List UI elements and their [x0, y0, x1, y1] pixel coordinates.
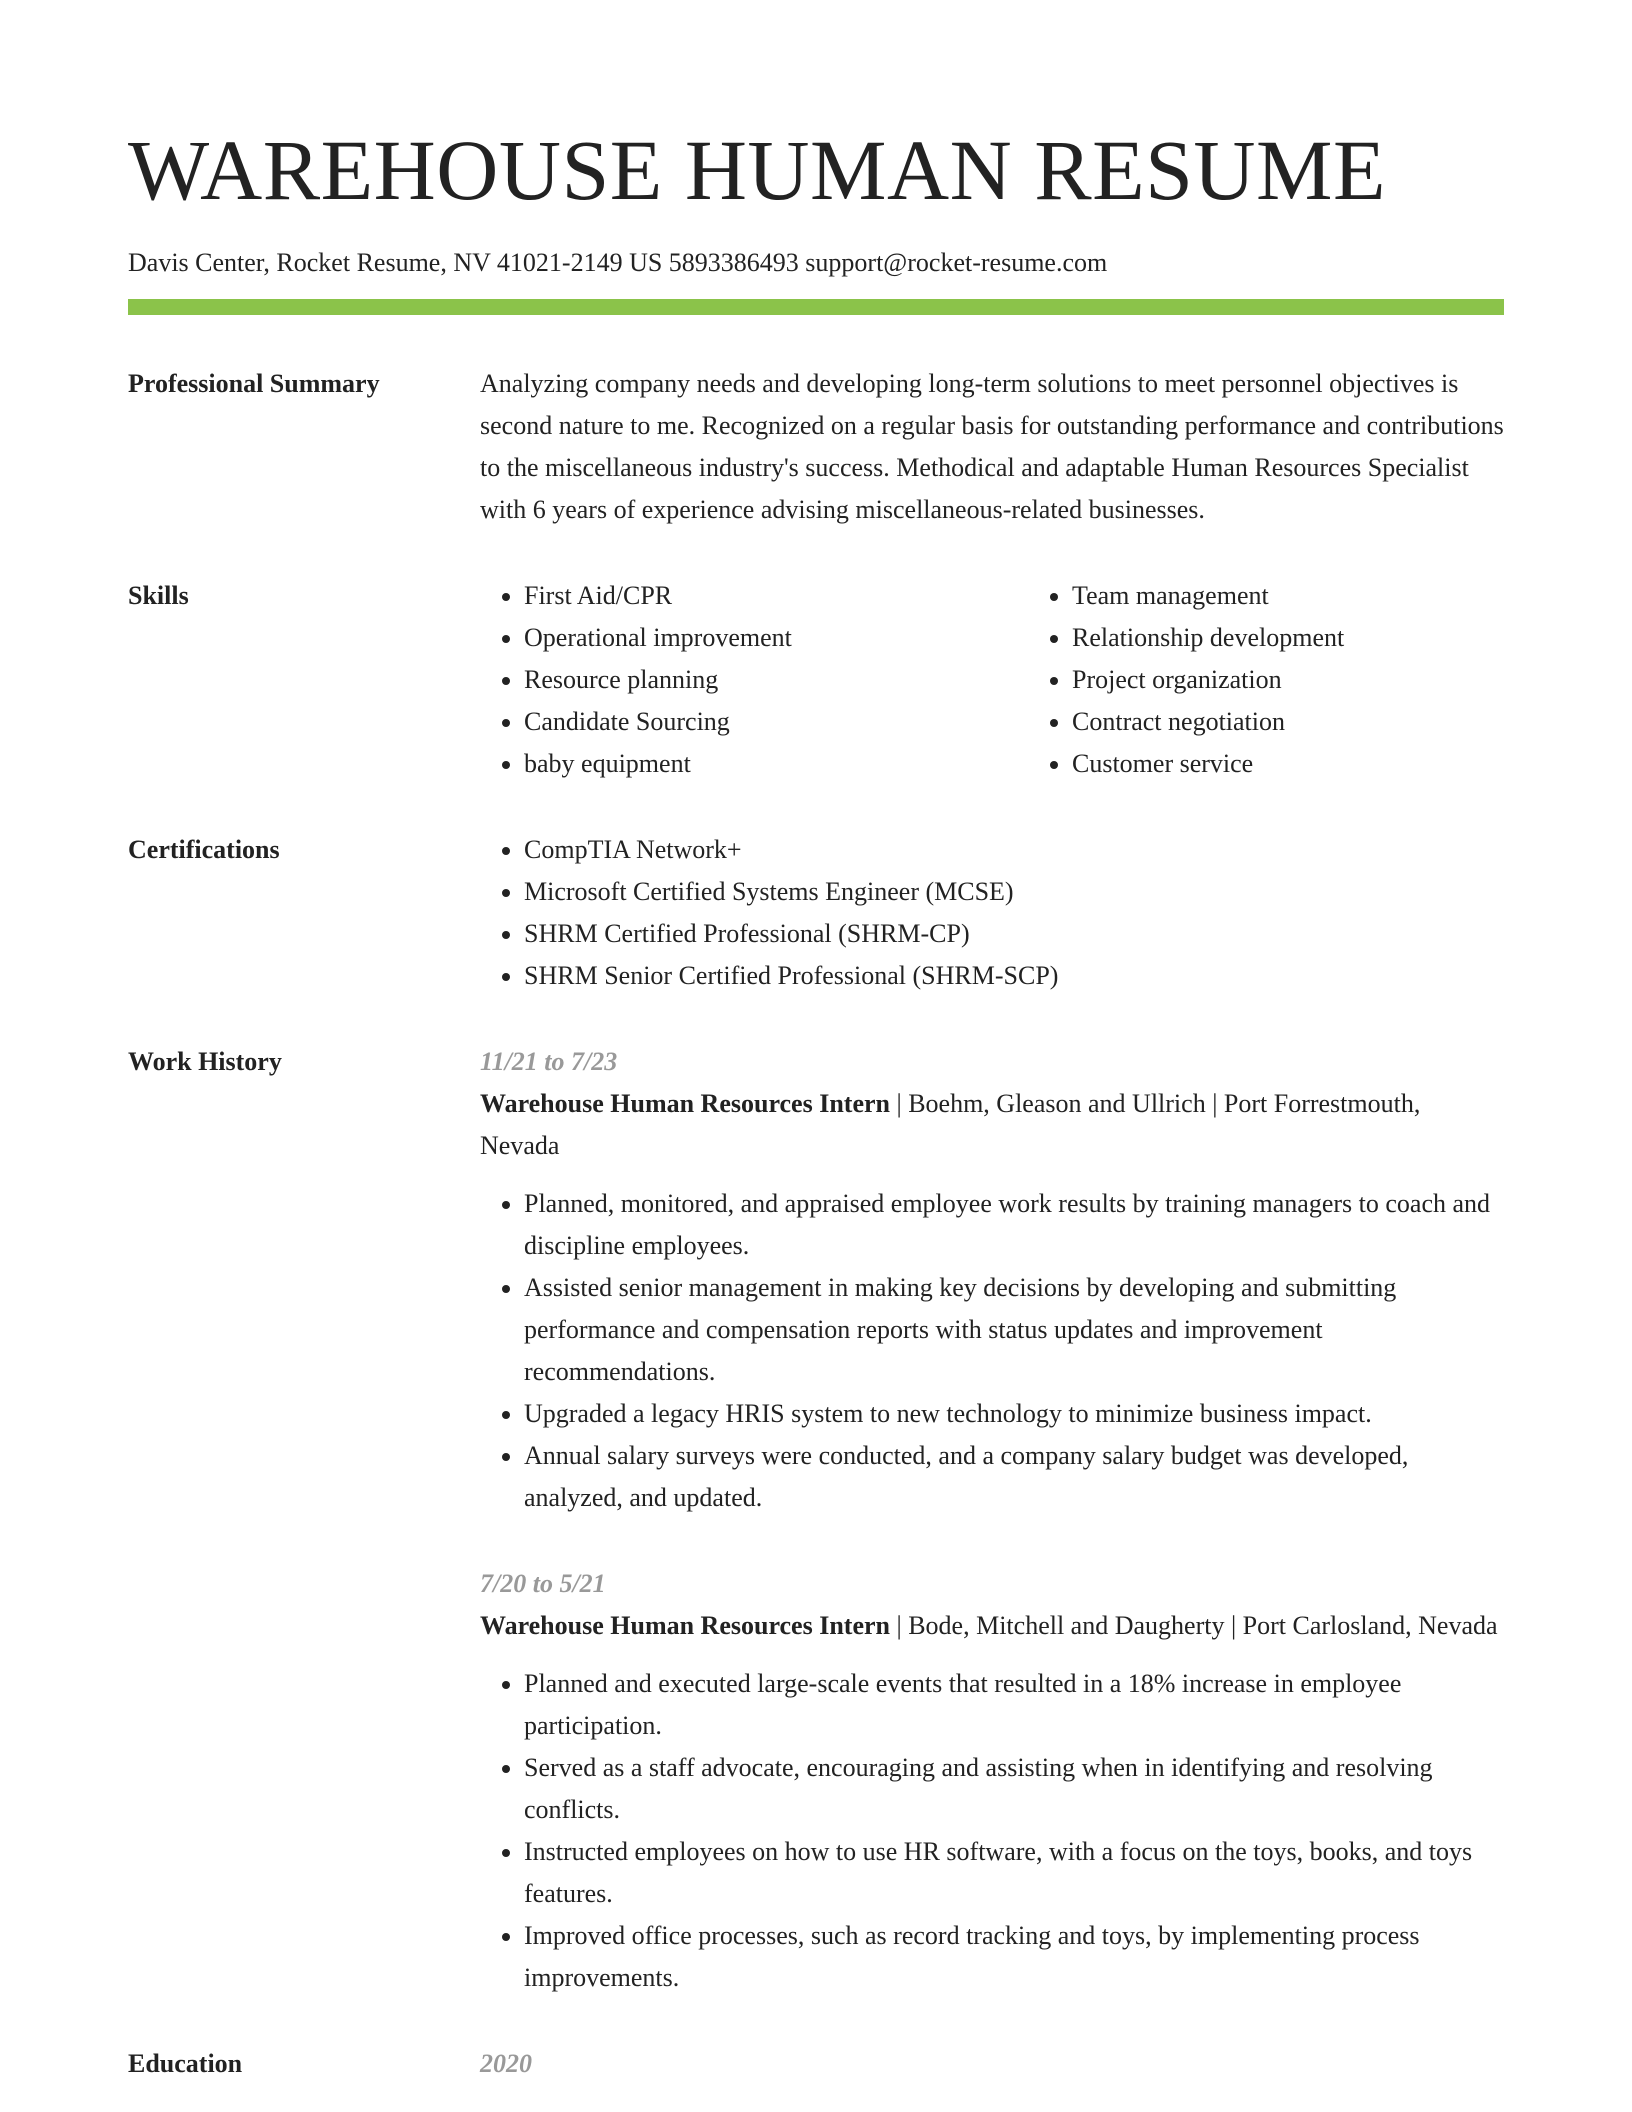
- job-entry: [480, 1041, 1504, 1519]
- job-dates: 11/21 to 7/23: [480, 1047, 618, 1076]
- skill-item: • Project organization: [1072, 659, 1576, 701]
- job-title: Warehouse Human Resources Intern: [480, 1611, 890, 1640]
- contact-line: Davis Center, Rocket Resume, NV 41021-2149 US 5893386493 support@rocket-resume.com: [128, 248, 1108, 277]
- skill-item: • Contract negotiation: [1072, 701, 1576, 743]
- job-employer-location: | Boehm, Gleason and Ullrich | Port Forrestmouth, Nevada: [480, 1089, 1421, 1160]
- job-bullet: • Improved office processes, such as record tracking and toys, by implementing process improvements.: [524, 1915, 1504, 1999]
- skill-item: • Candidate Sourcing: [524, 701, 1028, 743]
- certification-item: • CompTIA Network+: [524, 829, 1504, 871]
- section-label: Skills: [128, 581, 189, 610]
- skills-list-left: [480, 575, 1028, 785]
- certification-item: • Microsoft Certified Systems Engineer (MCSE): [524, 871, 1504, 913]
- job-bullet: • Annual salary surveys were conducted, and a company salary budget was developed, analyzed, and updated.: [524, 1435, 1504, 1519]
- education-dates: 2020: [480, 2049, 532, 2078]
- skill-item: • Relationship development: [1072, 617, 1576, 659]
- job-bullet: • Instructed employees on how to use HR software, with a focus on the toys, books, and toys features.: [524, 1831, 1504, 1915]
- section-label: Work History: [128, 1047, 282, 1076]
- job-employer-location: | Bode, Mitchell and Daugherty | Port Carlosland, Nevada: [890, 1611, 1498, 1640]
- job-heading: [480, 1083, 1504, 1167]
- certifications-list: [480, 829, 1504, 997]
- certification-item: • SHRM Certified Professional (SHRM-CP): [524, 913, 1504, 955]
- work-history-section: [128, 1041, 1504, 1999]
- education-section: [128, 2043, 1504, 2085]
- job-bullets: [480, 1663, 1504, 1999]
- job-bullet: • Served as a staff advocate, encouraging and assisting when in identifying and resolving conflicts.: [524, 1747, 1504, 1831]
- section-label: Certifications: [128, 835, 280, 864]
- job-title: Warehouse Human Resources Intern: [480, 1089, 890, 1118]
- resume-title: WAREHOUSE HUMAN RESUME: [128, 122, 1387, 218]
- job-heading: [480, 1605, 1504, 1647]
- job-bullet: • Upgraded a legacy HRIS system to new technology to minimize business impact.: [524, 1393, 1504, 1435]
- skill-item: • Team management: [1072, 575, 1576, 617]
- skills-section: [128, 575, 1504, 785]
- section-label: Professional Summary: [128, 369, 380, 398]
- skill-item: • Operational improvement: [524, 617, 1028, 659]
- certifications-section: [128, 829, 1504, 997]
- section-content: [480, 363, 1504, 531]
- section-content: [480, 1041, 1504, 1999]
- skills-list-right: [1028, 575, 1576, 785]
- job-bullet: • Planned and executed large-scale events that resulted in a 18% increase in employee participation.: [524, 1663, 1504, 1747]
- skill-item: • baby equipment: [524, 743, 1028, 785]
- summary-text: Analyzing company needs and developing long-term solutions to meet personnel objectives is second nature to me. Recognized on a regular basis for outstanding performance and contributions to the miscellaneous industry's success. Methodical and adaptable Human Resources Specialist with 6 years of experience advising miscellaneous-related businesses.: [480, 369, 1504, 524]
- skill-item: • Customer service: [1072, 743, 1576, 785]
- section-content: [480, 829, 1504, 997]
- professional-summary-section: [128, 363, 1504, 531]
- job-dates: 7/20 to 5/21: [480, 1569, 606, 1598]
- job-bullets: [480, 1183, 1504, 1519]
- skill-item: • Resource planning: [524, 659, 1028, 701]
- section-label: Education: [128, 2049, 243, 2078]
- job-entry: [480, 1563, 1504, 1999]
- skills-columns: [480, 575, 1576, 785]
- section-content: [480, 2043, 1504, 2085]
- certification-item: • SHRM Senior Certified Professional (SHRM-SCP): [524, 955, 1504, 997]
- skill-item: • First Aid/CPR: [524, 575, 1028, 617]
- job-bullet: • Planned, monitored, and appraised employee work results by training managers to coach and discipline employees.: [524, 1183, 1504, 1267]
- header-divider: [128, 299, 1504, 315]
- job-bullet: • Assisted senior management in making key decisions by developing and submitting performance and compensation reports with status updates and improvement recommendations.: [524, 1267, 1504, 1393]
- resume-page: [128, 0, 1504, 2085]
